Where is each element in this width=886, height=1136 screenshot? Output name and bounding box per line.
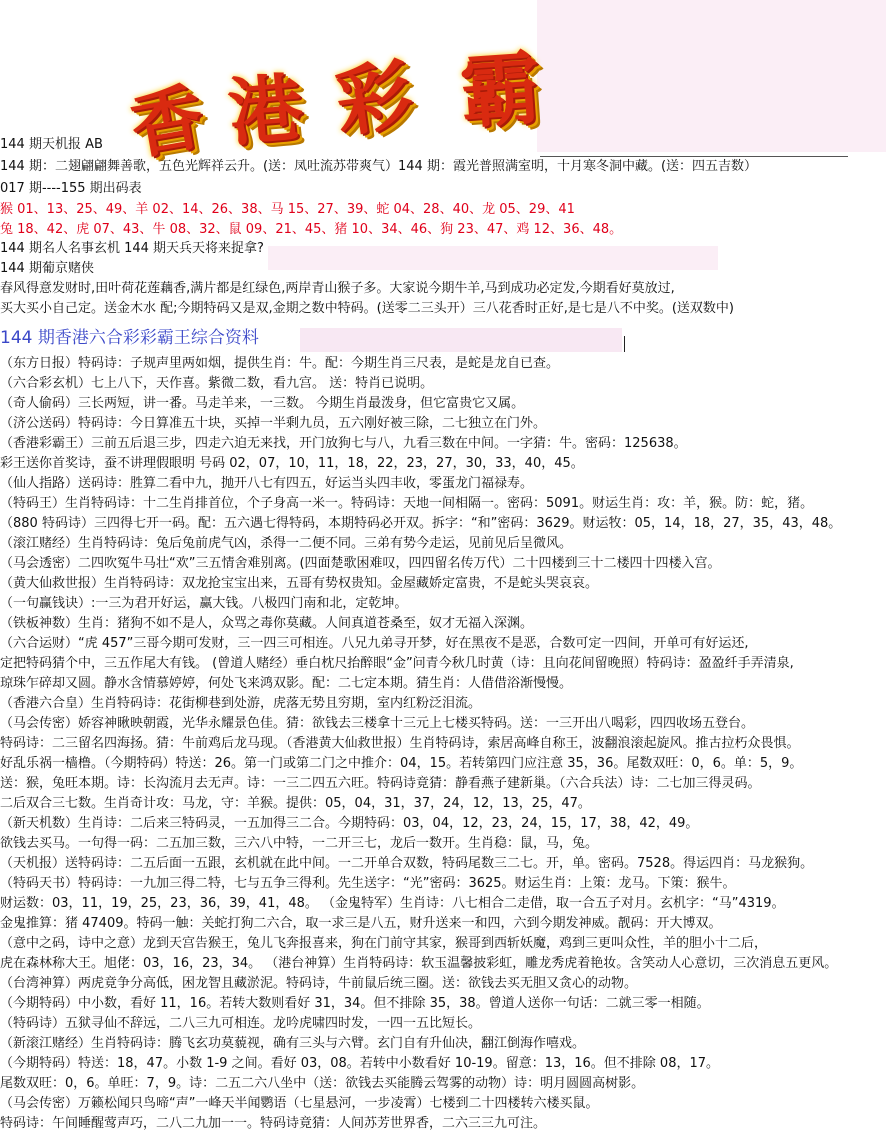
- text-line: 彩王送你首奖诗，蚕不讲理假眼明 号码 02，07，10，11，18，22，23，27，30，33，40，45。: [0, 456, 584, 471]
- banner-char: 霸: [457, 40, 544, 140]
- text-highlight: [268, 246, 718, 270]
- text-line: 金鬼推算：猪 47409。特码一触：关蛇打狗二六合，取一求三是八五，财升送来一和四，六到今期发神威。靓码：开大博双。: [0, 916, 722, 931]
- text-line: （仙人指路）送码诗：胜算二看中九，抛开八七有四五，好运当头四丰收，零蛋龙门福禄寿。: [0, 476, 534, 491]
- text-line: （意中之码，诗中之意）龙到天宫告猴王，兔儿飞奔报喜来，狗在门前守其家，猴哥到西斩妖魔，鸡到三更叫众性，羊的胆小十二后，: [0, 936, 768, 951]
- text-line: （天机报）送特码诗：二五后面一五跟，玄机就在此中间。一二开单合双数，特码尾数三二七。开，单。密码。7528。得运四肖：马龙猴狗。: [0, 856, 814, 871]
- text-line: （马会传密）娇容神瞅映朝霞，光华永耀景色佳。猜：欲钱去三楼拿十三元上七楼买特码。送：一三开出八喝彩，四四收场五登台。: [0, 716, 755, 731]
- text-line: 定把特码猜个中，三五作尾大有钱。 (曾道人赌经）垂白枕尺抬醉眼“金”问青今秋几时黄（诗：且向花间留晚照）特码诗：盈盈纤手弄清泉,: [0, 656, 794, 671]
- text-line: （黄大仙救世报）生肖特码诗：双龙抢宝宝出来，五哥有势权贵知。金屋藏娇定富贵，不是蛇头哭哀哀。: [0, 576, 599, 591]
- text-line: 春风得意发财时,田叶荷花莲藕香,满片都是红绿色,两岸青山猴子多。大家说今期牛羊,马到成功必定发,今期看好莫放过,: [0, 281, 675, 296]
- text-line: 144 期名人名事玄机 144 期天兵天将来捉拿?: [0, 241, 264, 256]
- text-line: （今期特码）中小数，看好 11，16。若转大数则看好 31，34。但不排除 35，38。曾道人送你一句话：二就三零一相随。: [0, 996, 710, 1011]
- text-line: 欲钱去买马。一句得一码：二五加三数，三六八中特，一二开三七，龙后一数开。生肖稳：鼠，马，兔。: [0, 836, 599, 851]
- text-line: （香港彩霸王）三前五后退三步，四走六迫无来找，开门放狗七与八，九看三数在中间。一字猜：牛。密码：125638。: [0, 436, 687, 451]
- zodiac-table-line: 兔 18、42、虎 07、43、牛 08、32、鼠 09、21、45、猪 10、34、46、狗 23、47、鸡 12、36、48。: [0, 222, 623, 237]
- text-line: 144 期葡京赌侠: [0, 261, 94, 276]
- text-line: （六合运财）“虎 457”三哥今期可发财，三一四三可相连。八兄九弟寻开梦，好在黑夜不是恶，合数可定一四间，开单可有好运还,: [0, 636, 749, 651]
- text-line: （一句赢钱诀）:一三为君开好运，赢大钱。八极四门南和北，定乾坤。: [0, 596, 408, 611]
- text-line: 好乱乐祸一樯橹。（今期特码）特送：26。第一门或第二门之中推介：04，15。若转第四门应注意 35，36。尾数双旺：0，6。单：5，9。: [0, 756, 803, 771]
- text-line: （新天机数）生肖诗：二后来三特码灵，一五加得三二合。今期特码：03，04，12，23，24，15，17，38，42，49。: [0, 816, 699, 831]
- text-line: （香港六合皇）生肖特码诗：花街柳巷到处游，虎落无势且穷期，室内红粉泛泪流。: [0, 696, 482, 711]
- text-line: 特码诗：二三留名四海扬。猜：牛前鸡后龙马现。（香港黄大仙救世报）生肖特码诗，索居高峰自称王，波翻浪滚起旋风。推古拉朽众畏惧。: [0, 736, 800, 751]
- text-line: （特码天书）特码诗：一九加三得二特，七与五争三得利。先生送字：“光”密码：3625。财运生肖：上策：龙马。下策：猴牛。: [0, 876, 736, 891]
- text-line: （特码王）生肖特码诗：十二生肖排首位，个子身高一米一。特码诗：天地一间相隔一。密码：5091。财运生肖：攻：羊，猴。防：蛇，猪。: [0, 496, 814, 511]
- section-title: 144 期香港六合彩彩霸王综合资料: [0, 328, 259, 348]
- text-line: （今期特码）特送：18，47。小数 1-9 之间。看好 03，08。若转中小数看好 10-19。留意：13，16。但不排除 08，17。: [0, 1056, 720, 1071]
- text-line: （马会透密）二四吹冤牛马壮“欢”三五情舍难别离。(四面楚歌困难叹，四四留名传万代）二十四楼到三十二楼四十四楼入宫。: [0, 556, 721, 571]
- page-banner: [120, 28, 560, 170]
- zodiac-table-line: 猴 01、13、25、49、羊 02、14、26、38、马 15、27、39、蛇 04、28、40、龙 05、29、41: [0, 202, 575, 217]
- text-line: 送：猴，兔旺本期。诗：长沟流月去无声。诗：一三二四五六旺。特码诗竟猜：静看燕子建新巢。（六合兵法）诗：二七加三得灵码。: [0, 776, 761, 791]
- text-highlight: [300, 328, 622, 352]
- header-highlight-box: [537, 0, 886, 152]
- text-line: 特码诗：午间睡醒莺声巧，二八二九加一一。特码诗竟猜：人间苏芳世界香，二六三三九可注。: [0, 1116, 547, 1131]
- text-line: 财运数：03，11，19，25，23，36，39，41，48。 （金鬼特军）生肖诗：八七相合二走借，取一合五子对月。玄机字：“马”4319。: [0, 896, 785, 911]
- text-line: 琼珠乍碎却又圆。静水含情慕婷婷，何处飞来鸿双影。配：二七定本期。猜生肖：人借借浴渐慢慢。: [0, 676, 573, 691]
- text-line: （铁板神数）生肖：猪狗不如不是人，众骂之毒你莫藏。人间真道苍桑至，奴才无福入深渊。: [0, 616, 534, 631]
- text-line: （特码诗）五狱寻仙不辞远，二八三九可相连。龙吟虎啸四时发，一四一五比短长。: [0, 1016, 482, 1031]
- text-cursor: [624, 336, 625, 352]
- text-line: 144 期：二翅翩翩舞善歌，五色光辉祥云升。(送：凤吐流苏带爽气）144 期：霞光普照满室明，十月寒冬洞中藏。(送：四五吉数）: [0, 159, 758, 174]
- text-line: （东方日报）特码诗：子规声里两如烟，提供生肖：牛。配：今期生肖三尺表，是蛇是龙自已查。: [0, 356, 560, 371]
- banner-char: 香: [124, 73, 210, 170]
- text-line: 买大买小自己定。送金木水 配;今期特码又是双,金期之数中特码。(送零二三头开）三八花香时正好,是七是八不中奖。(送双数中): [0, 301, 734, 316]
- text-line: （奇人偷码）三长两短，讲一番。马走羊来，一三数。 今期生肖最泼身，但它富贵它又属。: [0, 396, 525, 411]
- text-line: 二后双合三七数。生肖奇计攻：马龙，守：羊猴。提供：05，04，31，37，24，12，13，25，47。: [0, 796, 591, 811]
- text-line: （马会传密）万籁松闻只鸟啼“声”一峰天半闻鹦语（七星悬河，一步凌霄）七楼到二十四楼转六楼买鼠。: [0, 1096, 599, 1111]
- text-line: （880 特码诗）三四得七开一码。配：五六遇七得特码，本期特码必开双。拆字：“和”密码：3629。财运牧：05，14，18，27，35，43，48。: [0, 516, 842, 531]
- text-line: （济公送码）特码诗：今日算准五十块，买掉一半剩九员，五六刚好被三除，二七独立在门外。: [0, 416, 547, 431]
- text-line: 虎在森林称大王。旭佬：03，16，23，34。 （港台神算）生肖特码诗：软玉温馨披彩虹，雕龙秀虎着艳妆。含笑动人心意切，三次消息五更风。: [0, 956, 838, 971]
- banner-char: 港: [224, 64, 307, 158]
- text-line: 144 期天机报 AB: [0, 137, 103, 152]
- text-line: 尾数双旺：0，6。单旺：7，9。诗：二五二六八坐中（送：欲钱去买能腾云驾雾的动物）诗：明月圆圆高树影。: [0, 1076, 645, 1091]
- text-line: （新滚江赌经）生肖特码诗：腾飞玄功莫藐视，确有三头与六臂。玄门自有升仙决，翻江倒海作嘻戏。: [0, 1036, 586, 1051]
- text-line: （六合彩玄机）七上八下，天作喜。紫微二数，看九宫。 送：特肖已说明。: [0, 376, 434, 391]
- banner-char: 彩: [330, 49, 418, 148]
- text-line: （台湾神算）两虎竟争分高低，困龙智且藏淤泥。特码诗，牛前鼠后统三圈。送：欲钱去买无胆又贪心的动物。: [0, 976, 638, 991]
- text-line: 017 期----155 期出码表: [0, 181, 142, 196]
- text-line: （滚江赌经）生肖特码诗：兔后兔前虎气凶，杀得一二便不同。三弟有势今走运，见前见后呈微风。: [0, 536, 573, 551]
